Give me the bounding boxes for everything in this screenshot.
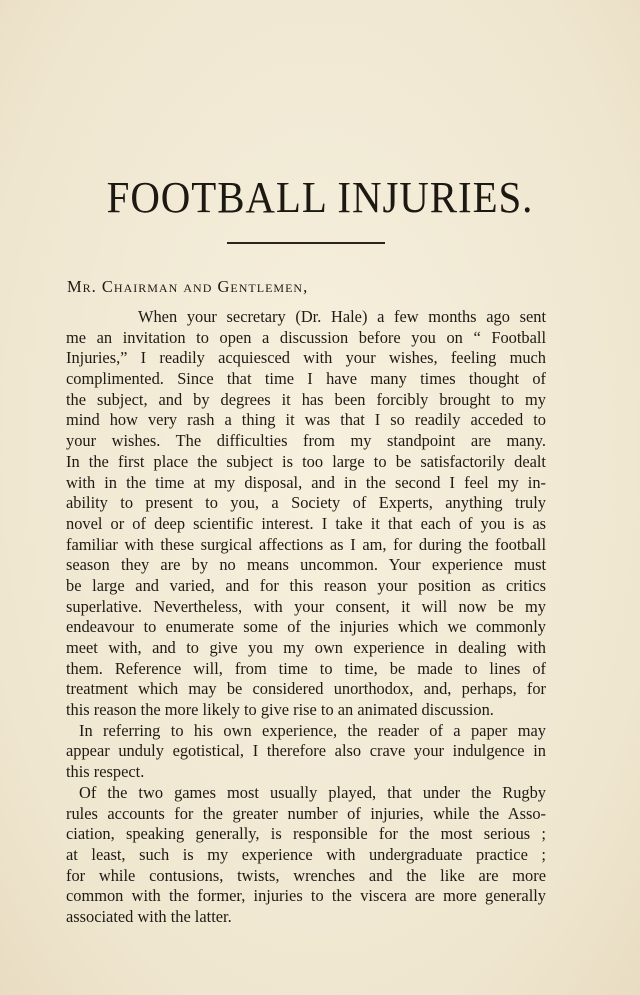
text-line: for while contusions, twists, wrenches and the like are more: [66, 865, 546, 885]
text-line: Injuries,” I readily acquiesced with your wishes, feeling much: [66, 348, 546, 368]
text-line: In the first place the subject is too large to be satisfactorily dealt: [66, 451, 546, 471]
text-line: When your secretary (Dr. Hale) a few months ago sent: [138, 307, 546, 326]
title-rule: [227, 242, 385, 244]
text-line: with in the time at my disposal, and in the second I feel my in-: [66, 472, 546, 492]
text-line: them. Reference will, from time to time, be made to lines of: [66, 658, 546, 678]
text-line: complimented. Since that time I have many times thought of: [66, 369, 546, 389]
text-line: common with the former, injuries to the viscera are more generally: [66, 886, 546, 906]
text-line: superlative. Nevertheless, with your consent, it will now be my: [66, 596, 546, 616]
text-line: ability to present to you, a Society of Experts, anything truly: [66, 493, 546, 513]
body-text: [66, 307, 546, 928]
text-line: me an invitation to open a discussion before you on “ Football: [66, 327, 546, 347]
text-line: associated with the latter.: [66, 906, 232, 926]
text-line: meet with, and to give you my own experience in dealing with: [66, 638, 546, 657]
text-line: novel or of deep scientific interest. I take it that each of you is as: [66, 513, 546, 533]
text-line: this reason the more likely to give rise to an animated discussion.: [66, 700, 494, 720]
text-line: In referring to his own experience, the reader of a paper may: [79, 720, 546, 740]
text-line: your wishes. The difficulties from my standpoint are many.: [66, 431, 546, 451]
page-title: FOOTBALL INJURIES.: [106, 173, 534, 222]
text-line: at least, such is my experience with undergraduate practice ;: [66, 844, 546, 864]
text-line: endeavour to enumerate some of the injuries which we commonly: [66, 617, 546, 637]
text-line: this respect.: [66, 762, 145, 782]
text-line: ciation, speaking generally, is responsible for the most serious ;: [66, 824, 546, 844]
text-line: mind how very rash a thing it was that I so readily acceded to: [66, 410, 546, 430]
text-line: be large and varied, and for this reason your position as critics: [66, 575, 546, 595]
text-line: the subject, and by degrees it has been forcibly brought to my: [66, 389, 546, 409]
salutation: Mr. Chairman and Gentlemen,: [67, 277, 309, 296]
text-line: Of the two games most usually played, that under the Rugby: [79, 782, 546, 802]
text-line: rules accounts for the greater number of injuries, while the Asso-: [66, 803, 546, 823]
text-line: appear unduly egotistical, I therefore also crave your indulgence in: [66, 741, 546, 761]
text-line: familiar with these surgical affections as I am, for during the football: [66, 534, 546, 554]
text-line: season they are by no means uncommon. Your experience must: [66, 555, 546, 575]
text-line: treatment which may be considered unorthodox, and, perhaps, for: [66, 679, 546, 699]
